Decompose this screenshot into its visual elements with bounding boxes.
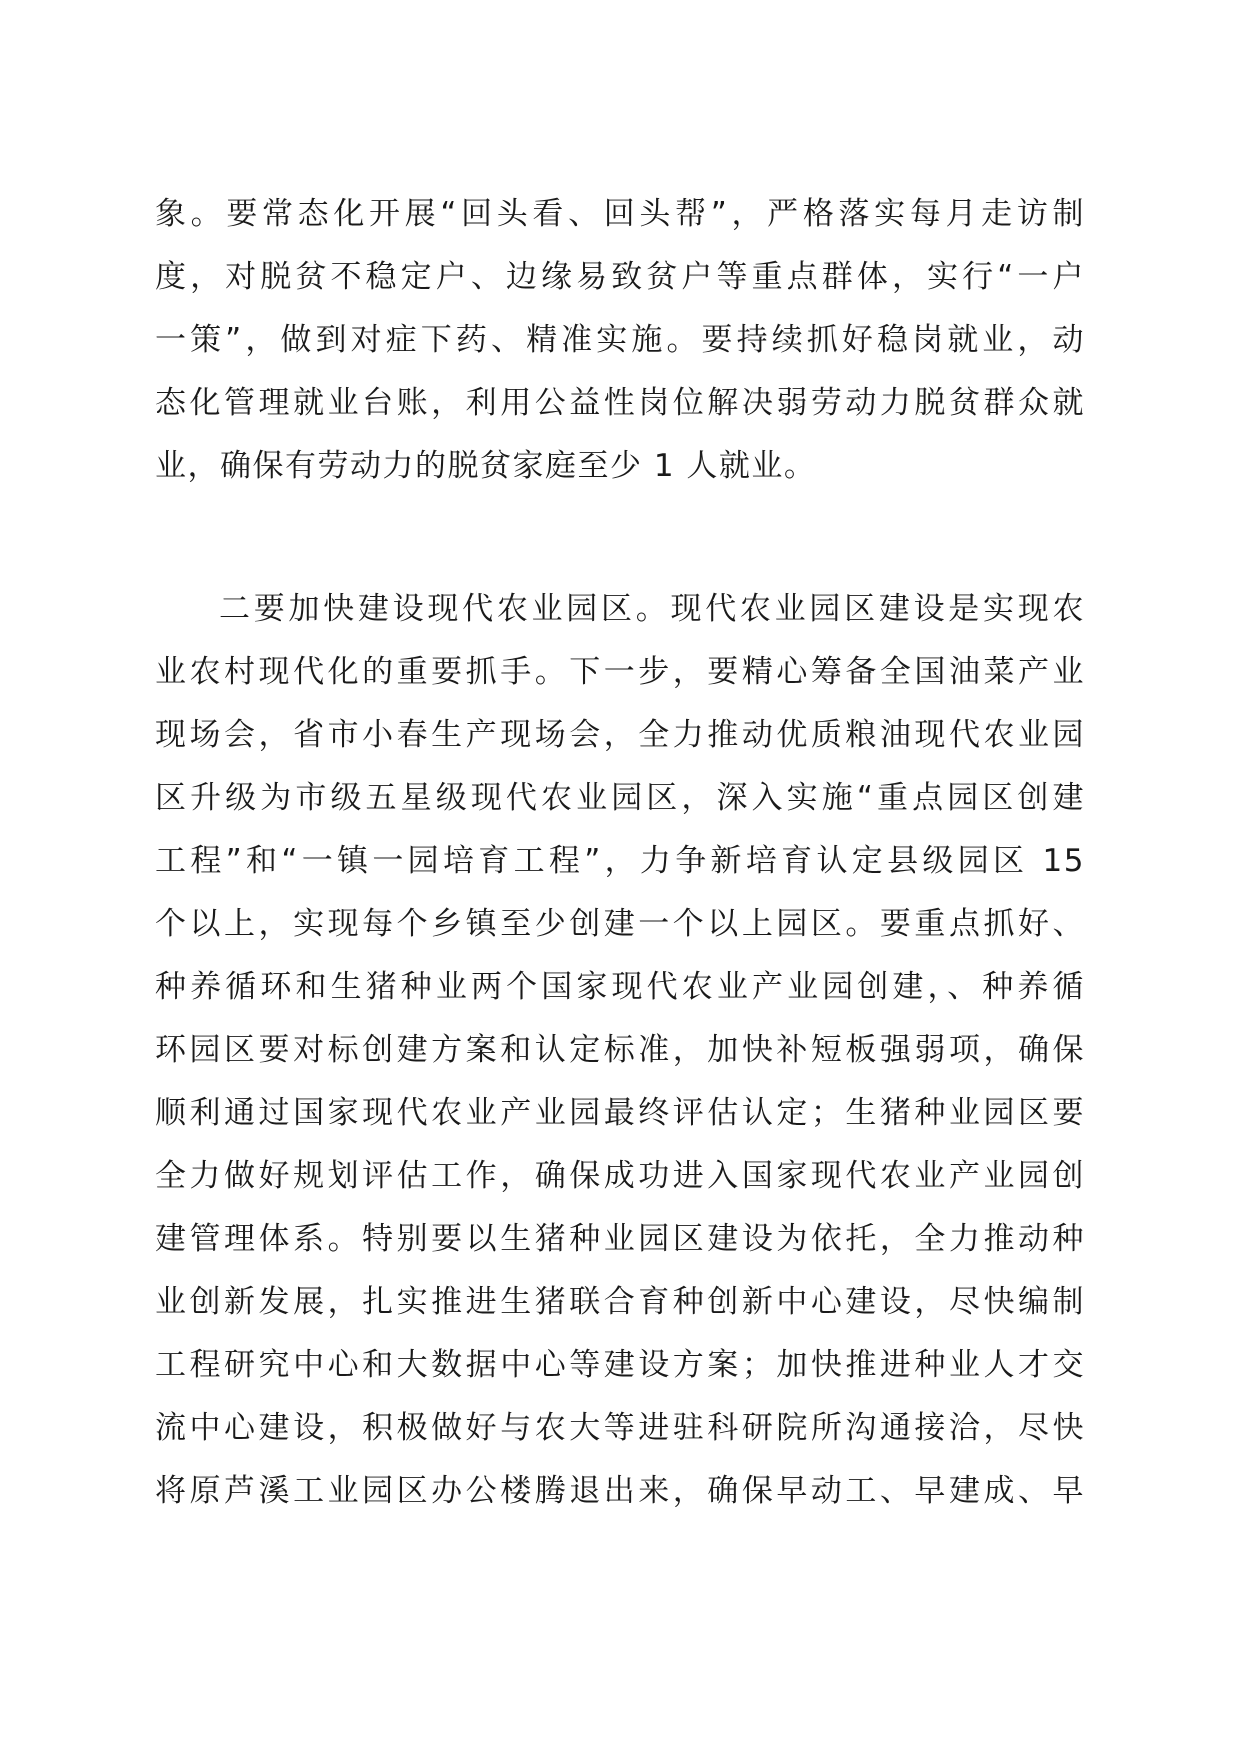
paragraph-line: 态化管理就业台账，利用公益性岗位解决弱劳动力脱贫群众就 bbox=[155, 385, 1085, 421]
paragraph-line: 顺利通过国家现代农业产业园最终评估认定；生猪种业园区要 bbox=[155, 1095, 1085, 1131]
paragraph-line: 度，对脱贫不稳定户、边缘易致贫户等重点群体，实行“一户 bbox=[155, 259, 1085, 295]
paragraph-line: 流中心建设，积极做好与农大等进驻科研院所沟通接洽，尽快 bbox=[155, 1410, 1085, 1446]
paragraph-line: 业创新发展，扎实推进生猪联合育种创新中心建设，尽快编制 bbox=[155, 1284, 1085, 1320]
paragraph-line: 工程研究中心和大数据中心等建设方案；加快推进种业人才交 bbox=[155, 1347, 1085, 1383]
paragraph-line: 区升级为市级五星级现代农业园区，深入实施“重点园区创建 bbox=[155, 780, 1085, 816]
paragraph-line: 建管理体系。特别要以生猪种业园区建设为依托，全力推动种 bbox=[155, 1221, 1085, 1257]
paragraph-line: 将原芦溪工业园区办公楼腾退出来，确保早动工、早建成、早 bbox=[155, 1473, 1085, 1509]
paragraph-line: 业，确保有劳动力的脱贫家庭至少 1 人就业。 bbox=[155, 448, 817, 484]
paragraph-line: 环园区要对标创建方案和认定标准，加快补短板强弱项，确保 bbox=[155, 1032, 1085, 1068]
paragraph-line-indented: 二要加快建设现代农业园区。现代农业园区建设是实现农 bbox=[219, 591, 1085, 627]
paragraph-line: 现场会，省市小春生产现场会，全力推动优质粮油现代农业园 bbox=[155, 717, 1085, 753]
paragraph-line: 全力做好规划评估工作，确保成功进入国家现代农业产业园创 bbox=[155, 1158, 1085, 1194]
paragraph-line: 个以上，实现每个乡镇至少创建一个以上园区。要重点抓好、 bbox=[155, 906, 1085, 942]
paragraph-line: 工程”和“一镇一园培育工程”，力争新培育认定县级园区 15 bbox=[155, 843, 1085, 879]
paragraph-line: 种养循环和生猪种业两个国家现代农业产业园创建，、种养循 bbox=[155, 969, 1085, 1005]
paragraph-line: 业农村现代化的重要抓手。下一步，要精心筹备全国油菜产业 bbox=[155, 654, 1085, 690]
paragraph-line: 一策”，做到对症下药、精准实施。要持续抓好稳岗就业，动 bbox=[155, 322, 1085, 358]
paragraph-line: 象。要常态化开展“回头看、回头帮”，严格落实每月走访制 bbox=[155, 196, 1085, 232]
